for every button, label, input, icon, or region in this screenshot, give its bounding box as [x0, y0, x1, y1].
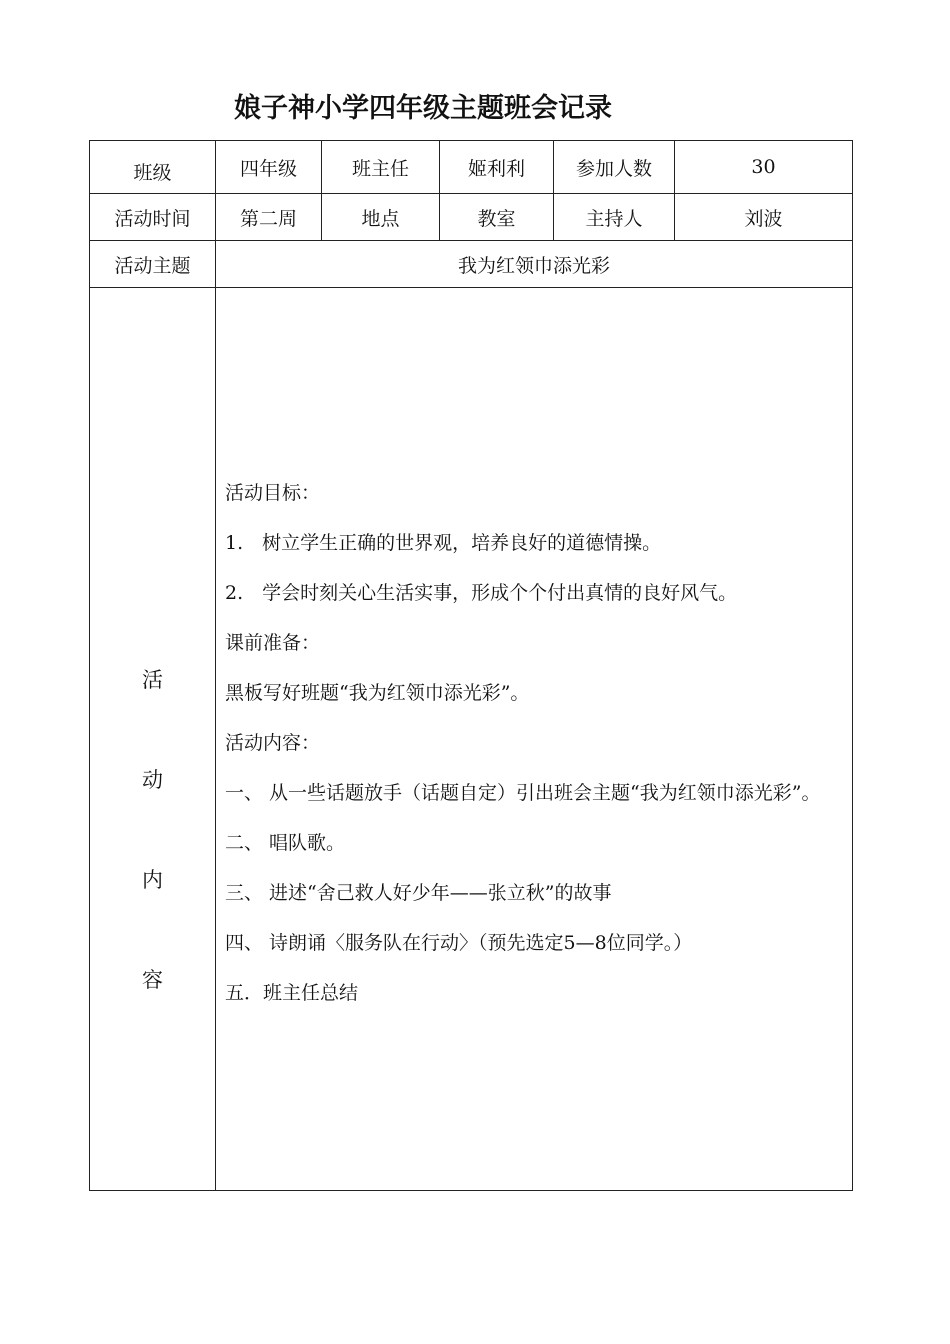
host-label: 主持人	[554, 194, 675, 241]
meeting-record-table	[89, 140, 853, 1191]
time-value: 第二周	[216, 194, 322, 241]
page-title: 娘子神小学四年级主题班会记录	[234, 93, 612, 124]
teacher-label: 班主任	[322, 141, 440, 194]
content-line: 活动目标：	[225, 482, 321, 504]
content-cell	[216, 288, 853, 1191]
class-value: 四年级	[216, 141, 322, 194]
theme-row	[90, 241, 853, 288]
content-line: 1. 树立学生正确的世界观，培养良好的道德情操。	[225, 532, 662, 554]
place-label: 地点	[322, 194, 440, 241]
content-label-char: 活	[142, 668, 163, 692]
content-row	[90, 288, 853, 1191]
time-label: 活动时间	[90, 194, 216, 241]
teacher-value: 姬利利	[440, 141, 554, 194]
content-line: 活动内容：	[225, 732, 321, 754]
content-line: 四、 诗朗诵〈服务队在行动〉（预先选定5—8位同学。）	[225, 932, 693, 954]
time-row	[90, 194, 853, 241]
place-value: 教室	[440, 194, 554, 241]
class-row	[90, 141, 853, 194]
content-label-cell	[90, 288, 216, 1191]
count-label: 参加人数	[554, 141, 675, 194]
content-label-char: 内	[142, 868, 163, 892]
content-line: 2. 学会时刻关心生活实事，形成个个付出真情的良好风气。	[225, 582, 738, 604]
class-label: 班级	[90, 141, 216, 194]
count-value: 30	[675, 141, 853, 194]
content-line: 二、 唱队歌。	[225, 832, 346, 854]
content-line: 黑板写好班题“我为红领巾添光彩”。	[225, 682, 530, 704]
content-line: 五．班主任总结	[225, 982, 359, 1004]
content-line: 课前准备：	[225, 632, 321, 654]
theme-value: 我为红领巾添光彩	[216, 241, 853, 288]
host-value: 刘波	[675, 194, 853, 241]
theme-label: 活动主题	[90, 241, 216, 288]
content-label-char: 动	[142, 768, 163, 792]
content-label-char: 容	[142, 968, 163, 992]
content-line: 一、 从一些话题放手（话题自定）引出班会主题“我为红领巾添光彩”。	[225, 782, 821, 804]
content-line: 三、 进述“舍己救人好少年——张立秋”的故事	[225, 882, 612, 904]
